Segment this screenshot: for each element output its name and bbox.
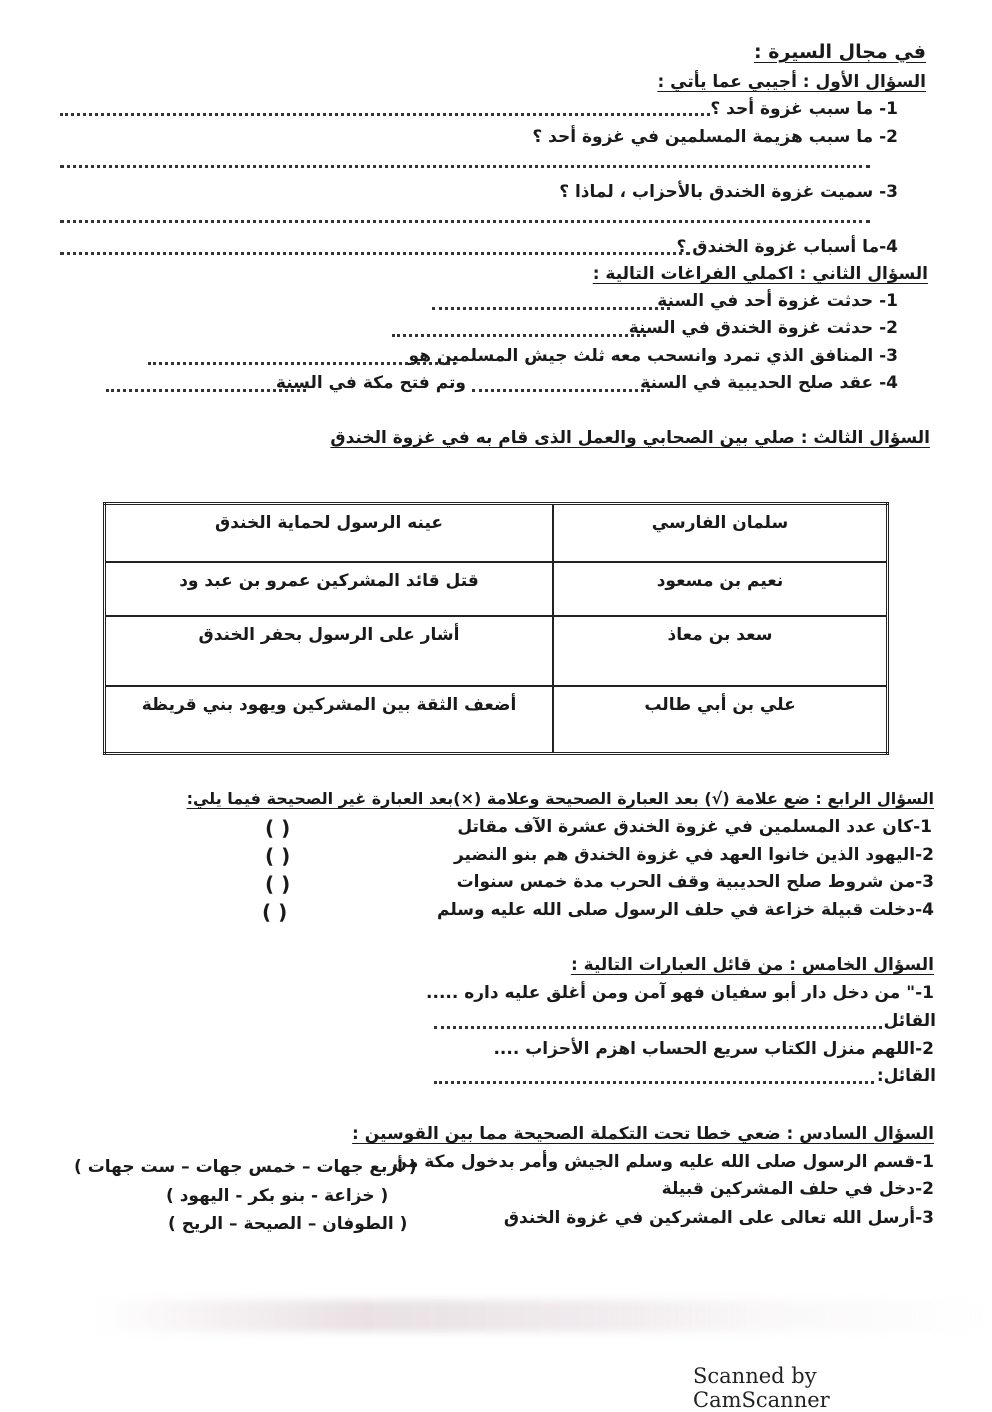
q3-heading: السؤال الثالث : صلي بين الصحابي والعمل الذى قام به في غزوة الخندق	[330, 428, 930, 448]
answer-line	[434, 1026, 882, 1029]
blank-line	[106, 389, 306, 392]
scan-shadow	[95, 1300, 992, 1332]
blank-line	[148, 362, 456, 365]
companion-cell: سلمان الفارسي	[553, 504, 888, 562]
q5-item-1: 1-" من دخل دار أبو سفيان فهو آمن ومن أغلق عليه داره .....	[426, 983, 934, 1003]
answer-parentheses: ( )	[262, 900, 288, 924]
q1-item-3: 3- سميت غزوة الخندق بالأحزاب ، لماذا ؟	[559, 182, 898, 202]
matching-table	[103, 502, 889, 755]
companion-cell: نعيم بن مسعود	[553, 562, 888, 616]
q2-item-4b: وتم فتح مكة في السنة	[275, 373, 466, 393]
q6-item-1: 1-قسم الرسول صلى الله عليه وسلم الجيش وأمر بدخول مكة من	[392, 1152, 934, 1172]
answer-parentheses: ( )	[265, 816, 291, 840]
q2-item-1: 1- حدثت غزوة أحد في السنة	[657, 291, 898, 311]
answer-line	[60, 113, 710, 116]
answer-line	[434, 1081, 874, 1084]
blank-line	[392, 334, 646, 337]
blank-line	[472, 389, 650, 392]
q2-item-2: 2- حدثت غزوة الخندق في السنة	[628, 318, 898, 338]
q4-item-3: 3-من شروط صلح الحديبية وقف الحرب مدة خمس سنوات	[456, 872, 934, 892]
q5-item-2: 2-اللهم منزل الكتاب سريع الحساب اهزم الأحزاب ....	[493, 1039, 934, 1059]
q5-speaker-label-2: القائل:	[876, 1066, 936, 1086]
table-row	[105, 504, 888, 562]
q1-heading: السؤال الأول : أجيبي عما يأتي :	[657, 72, 926, 92]
q6-item-2: 2-دخل في حلف المشركين قبيلة	[661, 1179, 934, 1199]
q4-item-4: 4-دخلت قبيلة خزاعة في حلف الرسول صلى الله عليه وسلم	[437, 900, 934, 920]
q1-item-2: 2- ما سبب هزيمة المسلمين في غزوة أحد ؟	[532, 127, 898, 147]
table-row	[105, 686, 888, 754]
scanner-watermark: Scanned by CamScanner	[693, 1364, 830, 1412]
answer-parentheses: ( )	[265, 844, 291, 868]
table-row	[105, 616, 888, 686]
table-row	[105, 562, 888, 616]
q6-options-1: ( أربع جهات – خمس جهات – ست جهات )	[74, 1157, 417, 1177]
q4-item-2: 2-اليهود الذين خانوا العهد في غزوة الخندق هم بنو النضير	[453, 845, 934, 865]
q5-speaker-label-1: القائل	[883, 1011, 936, 1031]
answer-line	[60, 252, 690, 255]
deed-cell: أشار على الرسول بحفر الخندق	[105, 616, 554, 686]
q6-heading: السؤال السادس : ضعي خطا تحت التكملة الصحيحة مما بين القوسين :	[352, 1124, 934, 1144]
companion-cell: سعد بن معاذ	[553, 616, 888, 686]
q6-options-2: ( خزاعة - بنو بكر - اليهود )	[166, 1186, 389, 1206]
companion-cell: علي بن أبي طالب	[553, 686, 888, 754]
deed-cell: عينه الرسول لحماية الخندق	[105, 504, 554, 562]
q6-options-3: ( الطوفان – الصيحة – الريح )	[168, 1214, 408, 1234]
deed-cell: أضعف الثقة بين المشركين ويهود بني قريظة	[105, 686, 554, 754]
q6-item-3: 3-أرسل الله تعالى على المشركين في غزوة الخندق	[503, 1208, 934, 1228]
q4-item-1: 1-كان عدد المسلمين في غزوة الخندق عشرة الآف مقاتل	[457, 817, 932, 837]
q1-item-4: 4-ما أسباب غزوة الخندق ؟	[676, 237, 898, 257]
q2-item-4: 4- عقد صلح الحديبية في السنة	[640, 373, 898, 393]
q2-item-3: 3- المنافق الذي تمرد وانسحب معه ثلث جيش المسلمين هو	[408, 346, 898, 366]
answer-line	[60, 165, 870, 168]
answer-line	[60, 220, 870, 223]
answer-parentheses: ( )	[265, 872, 291, 896]
deed-cell: قتل قائد المشركين عمرو بن عبد ود	[105, 562, 554, 616]
q2-heading: السؤال الثاني : اكملي الفراغات التالية :	[592, 264, 928, 284]
blank-line	[432, 307, 670, 310]
q5-heading: السؤال الخامس : من قائل العبارات التالية :	[570, 955, 934, 975]
q1-item-1: 1- ما سبب غزوة أحد ؟	[710, 99, 898, 119]
section-title: في مجال السيرة :	[754, 41, 926, 63]
q4-heading: السؤال الرابع : ضع علامة (√) بعد العبارة الصحيحة وعلامة (×)بعد العبارة غير الصحيحة فيما يلي:	[186, 789, 934, 808]
